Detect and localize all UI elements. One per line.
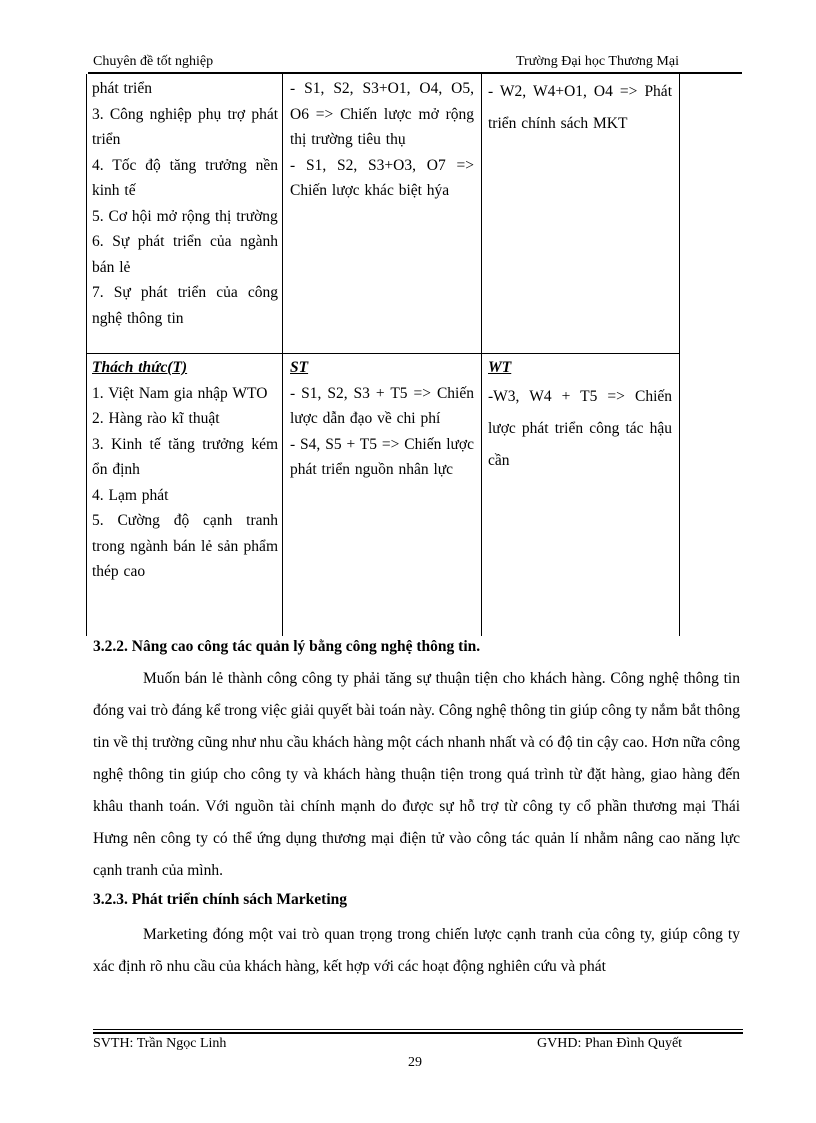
opportunity-item: 3. Công nghiệp phụ trợ phát triển: [92, 105, 278, 148]
st-heading: ST: [290, 359, 309, 376]
table-border-left: [86, 74, 87, 636]
threat-item: 4. Lạm phát: [92, 486, 169, 504]
section-title-3-2-2: 3.2.2. Nâng cao công tác quản lý bằng công nghệ thông tin.: [93, 638, 481, 655]
page-number: 29: [408, 1055, 422, 1070]
opportunity-item: 7. Sự phát triển của công nghệ thông tin: [92, 284, 278, 327]
st-strategies-cell: [290, 355, 474, 483]
wo-strategies-cell: [488, 76, 672, 140]
threat-item: 1. Việt Nam gia nhập WTO: [92, 384, 268, 402]
so-strategy: - S1, S2, S3+O3, O7 => Chiến lược khác biệt hýa: [290, 156, 474, 199]
table-divider-1: [282, 74, 283, 636]
table-divider-2: [481, 74, 482, 636]
section-body-3-2-3: Marketing đóng một vai trò quan trọng trong chiến lược cạnh tranh của công ty, giúp công ty xác định rõ nhu cầu của khách hàng, kết hợp với các hoạt động nghiên cứu và phát: [93, 926, 740, 975]
so-strategy: - S1, S2, S3+O1, O4, O5, O6 => Chiến lược mở rộng thị trường tiêu thụ: [290, 80, 474, 148]
footer-supervisor: GVHD: Phan Đình Quyết: [537, 1036, 683, 1051]
footer-rule-thick: [93, 1032, 743, 1034]
opportunities-cell: [92, 76, 278, 331]
table-border-right: [679, 74, 680, 636]
st-strategy: - S1, S2, S3 + T5 => Chiến lược dẫn đạo về chi phí: [290, 384, 474, 427]
header-left: Chuyên đề tốt nghiệp: [93, 54, 214, 69]
table-row-divider: [86, 353, 680, 354]
opportunity-item: 5. Cơ hội mở rộng thị trường: [92, 207, 278, 225]
opportunity-item: phát triển: [92, 80, 152, 97]
wt-heading: WT: [488, 359, 512, 376]
section-title-3-2-3: 3.2.3. Phát triển chính sách Marketing: [93, 891, 348, 908]
footer-rule-thin: [93, 1029, 743, 1030]
threat-item: 2. Hàng rào kĩ thuật: [92, 410, 220, 427]
header-right: Trường Đại học Thương Mại: [516, 54, 679, 69]
threats-cell: [92, 355, 278, 585]
st-strategy: - S4, S5 + T5 => Chiến lược phát triển nguồn nhân lực: [290, 435, 474, 478]
wt-strategies-cell: [488, 355, 672, 477]
wo-strategy: - W2, W4+O1, O4 => Phát triển chính sách MKT: [488, 83, 672, 132]
opportunity-item: 6. Sự phát triển của ngành bán lẻ: [92, 233, 278, 276]
threats-heading: Thách thức(T): [92, 359, 188, 376]
opportunity-item: 4. Tốc độ tăng trưởng nền kinh tế: [92, 156, 278, 199]
wt-strategy: -W3, W4 + T5 => Chiến lược phát triển công tác hậu cần: [488, 387, 672, 469]
footer-student: SVTH: Trần Ngọc Linh: [93, 1036, 227, 1051]
section-body-3-2-2: Muốn bán lẻ thành công công ty phải tăng sự thuận tiện cho khách hàng. Công nghệ thông tin đóng vai trò đáng kể trong việc giải quyết bài toán này. Công nghệ thông tin giúp công ty nắm bắt thông tin về thị trường cũng như nhu cầu khách hàng một cách nhanh nhất và có độ tin cậy cao. Hơn nữa công nghệ thông tin giúp cho công ty và khách hàng thuận tiện trong quá trình từ đặt hàng, giao hàng đến khâu thanh toán. Với nguồn tài chính mạnh do được sự hỗ trợ từ công ty cổ phần thương mại Thái Hưng nên công ty có thể ứng dụng thương mại điện tử vào công tác quản lí nhằm nâng cao năng lực cạnh tranh của mình.: [93, 670, 740, 879]
swot-table: [86, 74, 680, 636]
threat-item: 3. Kinh tế tăng trưởng kém ổn định: [92, 435, 278, 478]
so-strategies-cell: [290, 76, 474, 204]
threat-item: 5. Cường độ cạnh tranh trong ngành bán lẻ sản phẩm thép cao: [92, 512, 278, 580]
